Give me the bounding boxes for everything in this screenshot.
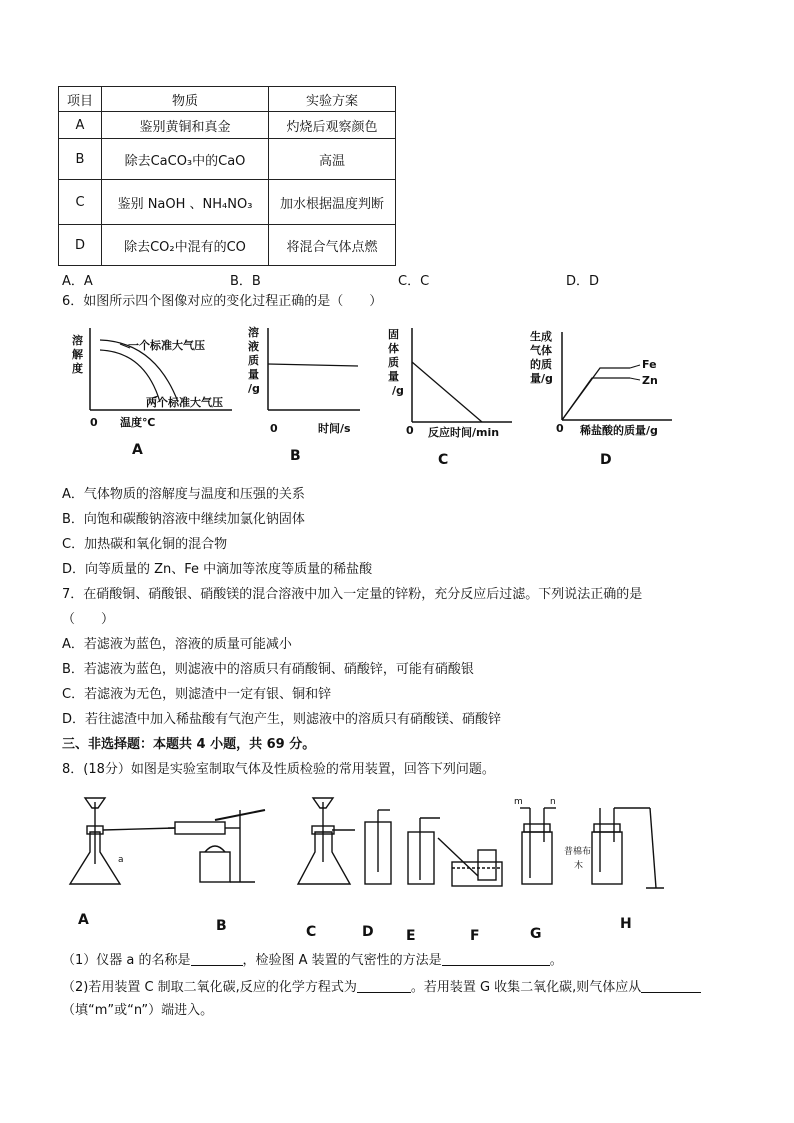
q7-paren: （ ） bbox=[62, 612, 115, 627]
apparatus-h bbox=[592, 808, 664, 888]
apparatus-e bbox=[408, 818, 440, 884]
apparatus-d bbox=[365, 810, 391, 884]
q7-option-a[interactable]: A．若滤液为蓝色，溶液的质量可能减小 bbox=[62, 637, 292, 652]
q8-part2-text-b: 。若用装置 G 收集二氧化碳,则气体应从 bbox=[410, 980, 642, 995]
graph-c-ylabel-5: /g bbox=[392, 384, 404, 397]
graph-b-ylabel-4: 量 bbox=[248, 368, 259, 381]
apparatus-label-f: F bbox=[470, 928, 480, 942]
q5-options bbox=[62, 270, 762, 288]
graph-d-ylabel-3: 的质 bbox=[530, 358, 552, 371]
graph-c-origin: 0 bbox=[406, 424, 414, 437]
graph-a-ylabel-3: 度 bbox=[72, 362, 83, 375]
apparatus-c bbox=[298, 798, 355, 884]
table-cell: B bbox=[59, 139, 102, 180]
graph-d-line2: Zn bbox=[642, 374, 658, 387]
q7-stem: 7．在硝酸铜、硝酸银、硝酸镁的混合溶液中加入一定量的锌粉，充分反应后过滤。下列说法正确的是 bbox=[62, 587, 643, 602]
answer-blank-equation[interactable] bbox=[357, 978, 411, 993]
table-cell: 灼烧后观察颜色 bbox=[269, 112, 396, 139]
q8-apparatus bbox=[60, 792, 700, 942]
apparatus-h-text-2: 木 bbox=[574, 861, 584, 871]
table-row bbox=[59, 112, 396, 139]
graph-c-ylabel-3: 质 bbox=[388, 356, 399, 369]
graph-a-curve2: 两个标准大气压 bbox=[146, 396, 223, 409]
option-b[interactable]: B．B bbox=[230, 274, 261, 289]
table-row bbox=[59, 139, 396, 180]
table-cell: 加水根据温度判断 bbox=[269, 180, 396, 225]
q8-part2-hint: （填“m”或“n”）端进入。 bbox=[62, 1003, 214, 1018]
graph-a-curve1: 一个标准大气压 bbox=[128, 339, 205, 352]
table-header: 实验方案 bbox=[269, 87, 396, 112]
q8-part1-text-a: （1）仪器 a 的名称是 bbox=[62, 953, 191, 968]
graph-b bbox=[248, 325, 360, 464]
apparatus-a bbox=[70, 798, 240, 884]
answer-blank-gas-inlet[interactable] bbox=[641, 978, 701, 993]
apparatus-g bbox=[520, 808, 556, 884]
apparatus-f bbox=[438, 838, 502, 886]
graph-c-ylabel-4: 量 bbox=[388, 370, 399, 383]
apparatus-label-b: B bbox=[216, 918, 227, 934]
answer-blank-airtightness-method[interactable] bbox=[442, 951, 550, 966]
option-d[interactable]: D．D bbox=[566, 274, 600, 289]
graph-b-ylabel-2: 液 bbox=[248, 340, 259, 353]
table-cell: D bbox=[59, 225, 102, 266]
option-c[interactable]: C．C bbox=[398, 274, 430, 289]
table-cell: 将混合气体点燃 bbox=[269, 225, 396, 266]
graph-d-ylabel-4: 量/g bbox=[530, 372, 553, 385]
graph-d-line1: Fe bbox=[642, 358, 657, 371]
apparatus-label-d: D bbox=[362, 924, 374, 940]
option-a[interactable]: A．A bbox=[62, 274, 93, 289]
graph-a-tag: A bbox=[132, 442, 143, 458]
q6-graphs bbox=[60, 318, 700, 478]
graph-d-ylabel-1: 生成 bbox=[530, 330, 552, 343]
q8-part2 bbox=[62, 978, 701, 997]
table-row bbox=[59, 225, 396, 266]
apparatus-label-c: C bbox=[306, 924, 317, 940]
graph-d bbox=[530, 329, 672, 468]
graph-a-ylabel-2: 解 bbox=[72, 348, 83, 361]
section-3-title: 三、非选择题：本题共 4 小题，共 69 分。 bbox=[62, 737, 316, 752]
table-cell: 除去CaCO₃中的CaO bbox=[102, 139, 269, 180]
graph-a bbox=[72, 328, 232, 458]
q5-table bbox=[58, 86, 396, 266]
q6-option-a[interactable]: A．气体物质的溶解度与温度和压强的关系 bbox=[62, 487, 305, 502]
q6-option-c[interactable]: C．加热碳和氧化铜的混合物 bbox=[62, 537, 228, 552]
answer-blank-instrument-name[interactable] bbox=[191, 951, 243, 966]
apparatus-g-mark-n: n bbox=[550, 797, 556, 807]
graph-a-origin: 0 bbox=[90, 416, 98, 429]
q7-option-c[interactable]: C．若滤液为无色，则滤渣中一定有银、铜和锌 bbox=[62, 687, 332, 702]
graph-b-tag: B bbox=[290, 448, 301, 464]
apparatus-label-h: H bbox=[620, 916, 632, 932]
graph-b-ylabel-1: 溶 bbox=[248, 326, 259, 339]
q7-option-b[interactable]: B．若滤液为蓝色，则滤液中的溶质只有硝酸铜、硝酸锌，可能有硝酸银 bbox=[62, 662, 474, 677]
q6-option-d[interactable]: D．向等质量的 Zn、Fe 中滴加等浓度等质量的稀盐酸 bbox=[62, 562, 373, 577]
graph-b-origin: 0 bbox=[270, 422, 278, 435]
graph-b-ylabel-5: /g bbox=[248, 382, 260, 395]
q6-option-b[interactable]: B．向饱和碳酸钠溶液中继续加氯化钠固体 bbox=[62, 512, 305, 527]
graph-d-origin: 0 bbox=[556, 422, 564, 435]
table-cell: 鉴别黄铜和真金 bbox=[102, 112, 269, 139]
apparatus-h-text-1: 普棉布 bbox=[564, 847, 592, 857]
table-header: 项目 bbox=[59, 87, 102, 112]
table-cell: C bbox=[59, 180, 102, 225]
table-cell: A bbox=[59, 112, 102, 139]
q8-part1 bbox=[62, 951, 563, 970]
table-cell: 除去CO₂中混有的CO bbox=[102, 225, 269, 266]
q8-part1-text-b: ，检验图 A 装置的气密性的方法是 bbox=[242, 953, 442, 968]
apparatus-label-g: G bbox=[530, 926, 542, 942]
apparatus-label-a: A bbox=[78, 912, 89, 928]
table-header: 物质 bbox=[102, 87, 269, 112]
graph-c-xlabel: 反应时间/min bbox=[428, 426, 500, 439]
apparatus-label-e: E bbox=[406, 928, 416, 942]
apparatus-b bbox=[200, 810, 265, 882]
graph-a-ylabel-1: 溶 bbox=[72, 334, 83, 347]
table-header-row bbox=[59, 87, 396, 112]
q8-stem: 8．(18分）如图是实验室制取气体及性质检验的常用装置，回答下列问题。 bbox=[62, 762, 495, 777]
table-cell: 鉴别 NaOH 、NH₄NO₃ bbox=[102, 180, 269, 225]
q8-part1-text-c: 。 bbox=[549, 953, 563, 968]
graph-c-ylabel-1: 固 bbox=[388, 328, 399, 341]
graph-d-ylabel-2: 气体 bbox=[530, 344, 552, 357]
graph-b-ylabel-3: 质 bbox=[248, 354, 259, 367]
apparatus-a-mark: a bbox=[118, 855, 124, 865]
table-row bbox=[59, 180, 396, 225]
q7-option-d[interactable]: D．若往滤渣中加入稀盐酸有气泡产生，则滤液中的溶质只有硝酸镁、硝酸锌 bbox=[62, 712, 502, 727]
q6-stem: 6．如图所示四个图像对应的变化过程正确的是（ ） bbox=[62, 294, 383, 309]
graph-d-tag: D bbox=[600, 452, 612, 468]
graph-c bbox=[388, 327, 512, 468]
graph-c-tag: C bbox=[438, 452, 449, 468]
table-cell: 高温 bbox=[269, 139, 396, 180]
graph-a-xlabel: 温度℃ bbox=[120, 416, 156, 429]
graph-c-ylabel-2: 体 bbox=[388, 342, 399, 355]
graph-d-xlabel: 稀盐酸的质量/g bbox=[580, 424, 658, 437]
apparatus-g-mark-m: m bbox=[514, 797, 523, 807]
graph-b-xlabel: 时间/s bbox=[318, 422, 351, 435]
q8-part2-text-a: （2)若用装置 C 制取二氧化碳,反应的化学方程式为 bbox=[62, 980, 357, 995]
